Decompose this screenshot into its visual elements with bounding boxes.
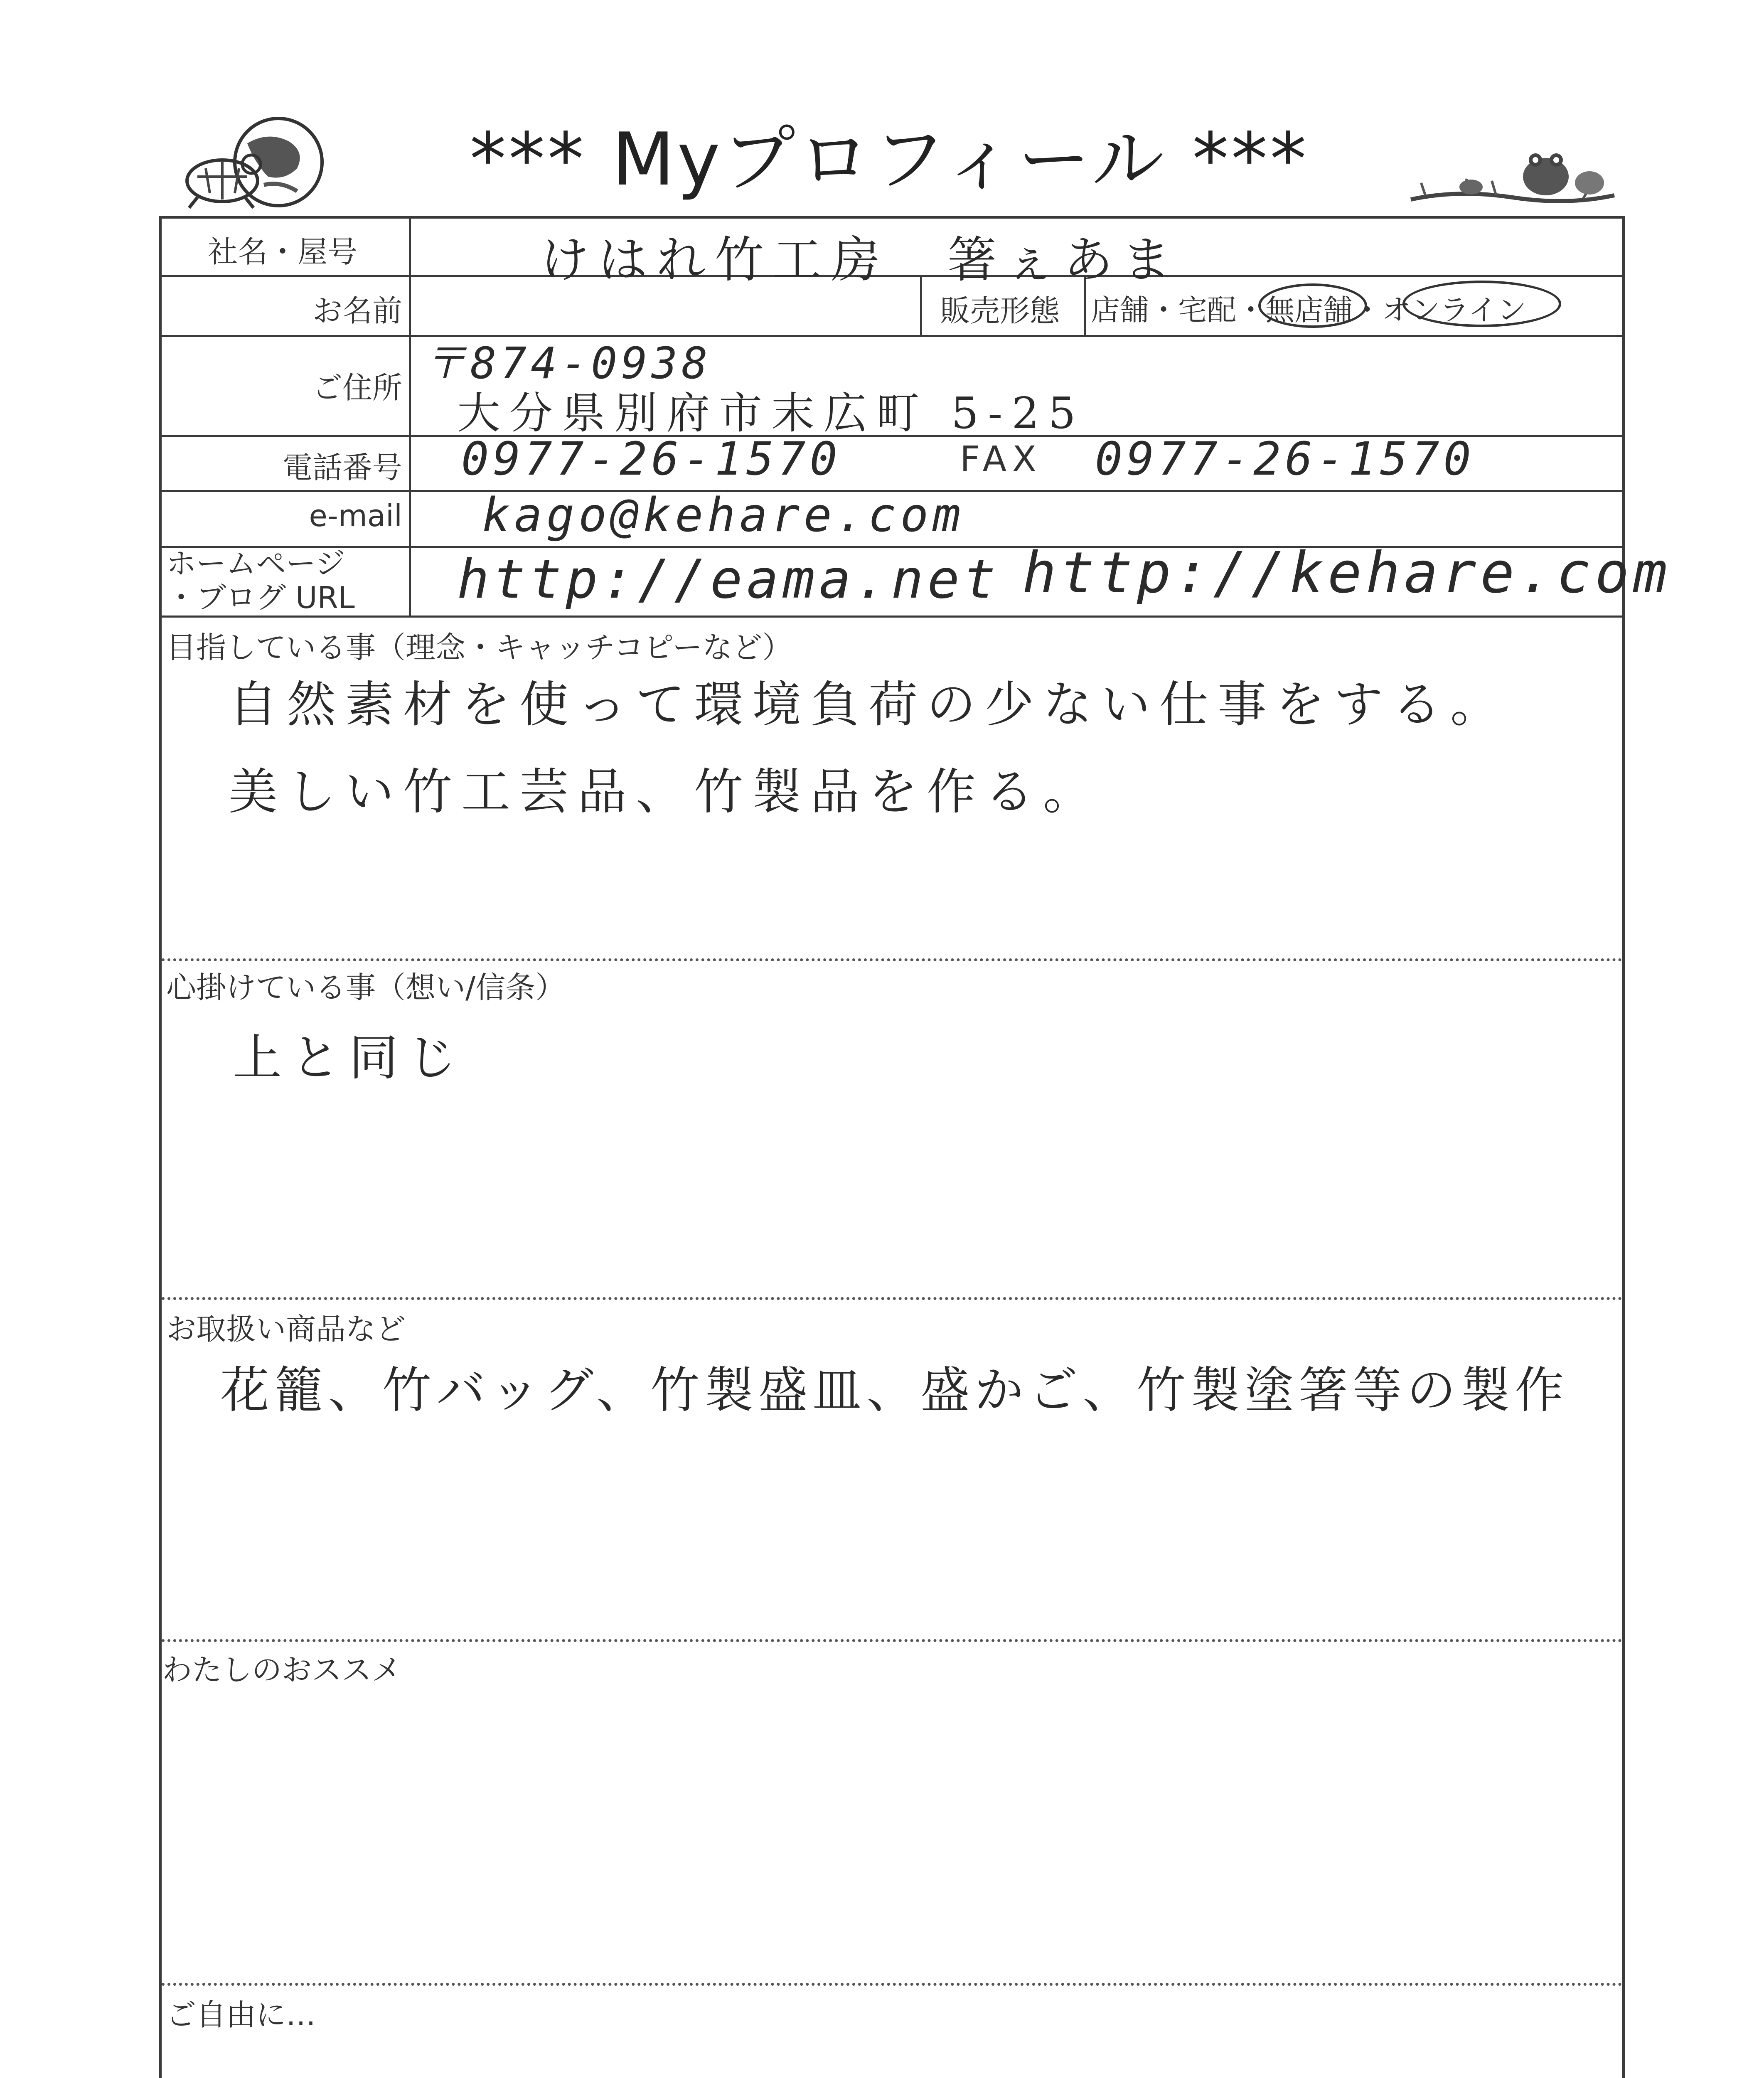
goals-line-1: 自然素材を使って環境負荷の少ない仕事をする。 [229, 676, 1509, 733]
fax-label: FAX [960, 438, 1042, 479]
selected-no-store-circle [1258, 283, 1367, 328]
company-label: 社名・屋号 [207, 234, 357, 269]
goals-label: 目指している事（理念・キャッチコピーなど） [166, 630, 792, 665]
email-value: kago@kehare.com [482, 488, 965, 542]
postal-code: 〒874-0938 [423, 338, 712, 389]
mindset-line-1: 上と同じ [233, 1029, 466, 1086]
company-value: けはれ竹工房 箸ぇあま [540, 231, 1181, 288]
phone-label: 電話番号 [282, 450, 402, 485]
selected-online-circle [1402, 281, 1561, 327]
url-label-line1: ホームページ [166, 546, 345, 581]
name-label: お名前 [312, 293, 402, 328]
address-label: ご住所 [312, 370, 402, 405]
sales-type-label: 販売形態 [940, 293, 1060, 328]
free-comment-label: ご自由に… [166, 1997, 316, 2032]
page-title: *** Myプロフィール *** [470, 118, 1309, 202]
frogs-on-branch-icon [1409, 143, 1616, 214]
phone-value: 0977-26-1570 [461, 432, 841, 485]
sales-option-online: オンライン [1382, 293, 1526, 327]
sales-option-no-store: 無店舗 [1265, 293, 1353, 327]
url-label [166, 547, 355, 615]
email-label: e-mail [309, 498, 402, 533]
products-line-1: 花籠、竹バッグ、竹製盛皿、盛かご、竹製塗箸等の製作 [220, 1362, 1569, 1419]
sales-option-delivery: 宅配 [1178, 293, 1236, 327]
sales-options: 店舗・宅配・無店舗・オンライン [1091, 293, 1526, 327]
goals-line-2: 美しい竹工芸品、竹製品を作る。 [229, 763, 1102, 820]
products-label: お取扱い商品など [166, 1312, 406, 1347]
address-value: 大分県別府市末広町 5-25 [457, 388, 1085, 438]
url-value-1: http://eama.net [457, 549, 1000, 611]
url-value-2: http://kehare.com [1022, 540, 1671, 606]
mindset-label: 心掛けている事（想い/信条） [166, 970, 566, 1005]
recommendations-label: わたしのおススメ [162, 1652, 402, 1687]
globe-turtle-icon [172, 114, 330, 210]
url-label-line2: ・ブログ URL [166, 580, 355, 615]
fax-value: 0977-26-1570 [1095, 432, 1475, 485]
sales-option-store: 店舗 [1091, 293, 1149, 327]
